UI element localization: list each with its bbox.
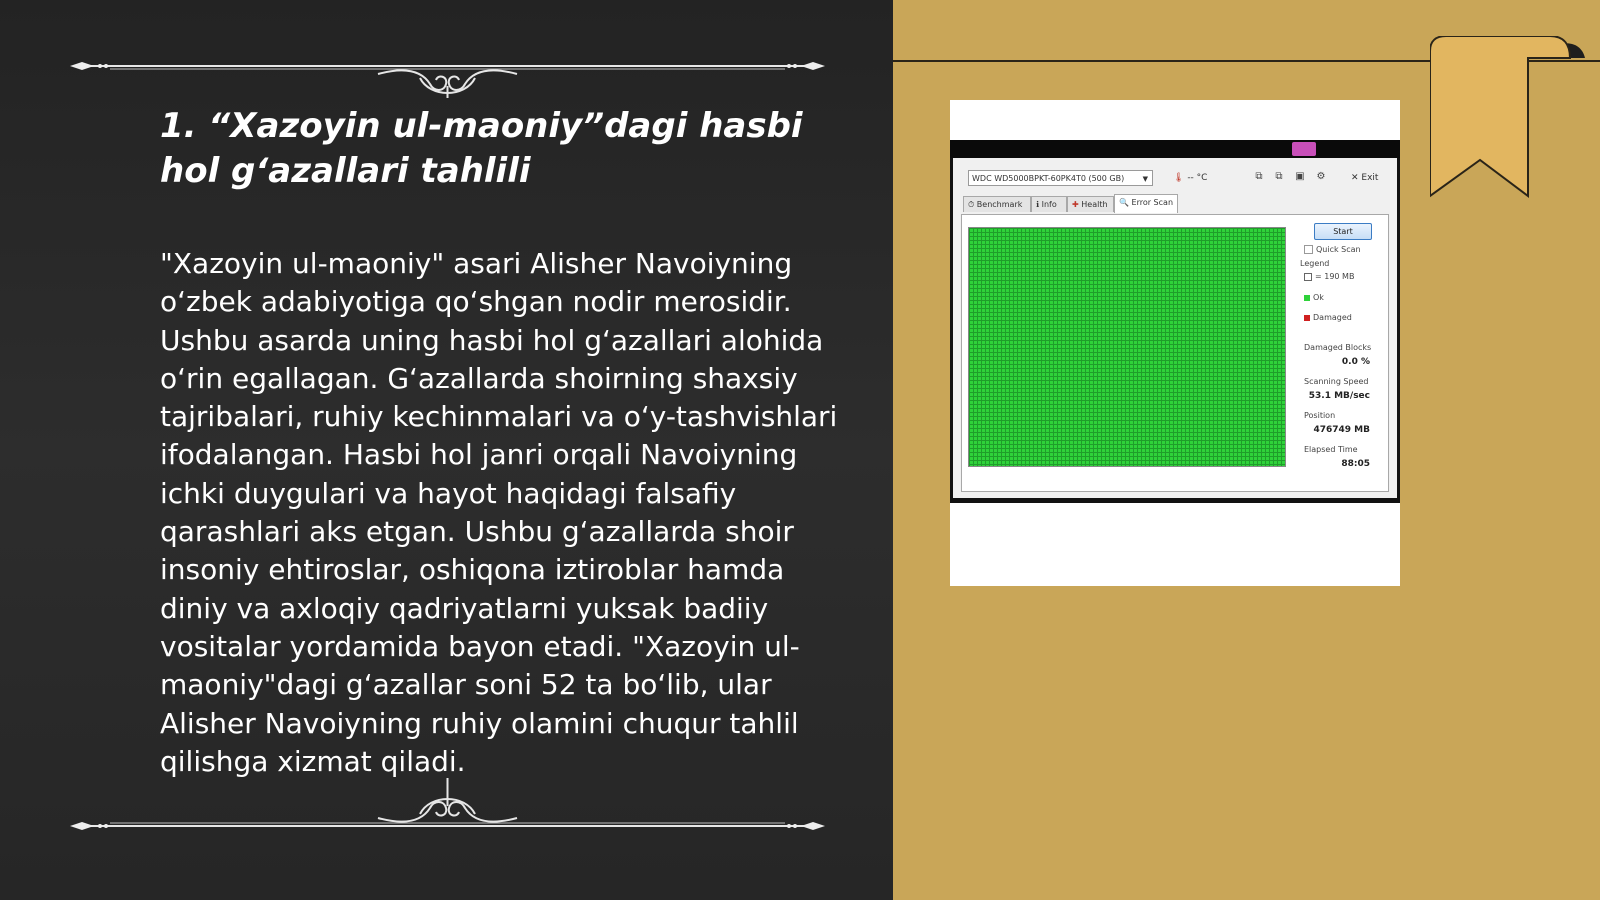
- legend-title: Legend: [1300, 259, 1330, 268]
- magnifier-icon: 🔍: [1119, 198, 1129, 207]
- close-icon: ✕: [1351, 173, 1359, 183]
- tab-error-scan[interactable]: [1114, 194, 1178, 213]
- tab-benchmark[interactable]: [963, 196, 1031, 212]
- tab-info[interactable]: [1031, 196, 1067, 212]
- top-ornament-divider: [70, 38, 825, 98]
- quick-scan-label: Quick Scan: [1316, 245, 1361, 254]
- legend-block-label: = 190 MB: [1315, 272, 1355, 281]
- drive-select-value: WDC WD5000BPKT-60PK4T0 (500 GB): [972, 174, 1125, 183]
- checkbox-icon: [1304, 245, 1313, 254]
- legend-damaged-label: Damaged: [1313, 313, 1352, 322]
- copy-text-icon[interactable]: ⧉: [1255, 171, 1263, 182]
- slide-body-text: "Xazoyin ul-maoniy" asari Alisher Navoiyning o‘zbek adabiyotiga qo‘shgan nodir merosidir. Ushbu asarda uning hasbi hol g‘azallari alohida o‘rin egallagan. G‘azallarda shoirning shaxsiy tajribalari, ruhiy kechinmalari va o‘y-tashvishlari ifodalangan. Hasbi hol janri orqali Navoiyning ichki duygulari va hayot haqidagi falsafiy qarashlari aks etgan. Ushbu g‘azallarda shoir insoniy ehtiroslar, oshiqona iztiroblar hamda diniy va axloqiy qadriyatlarni yuksak badiiy vositalar yordamida bayon etadi. "Xazoyin ul-maoniy"dagi g‘azallar soni 52 ta bo‘lib, ular Alisher Navoiyning ruhiy olamini chuqur tahlil qilishga xizmat qiladi.: [160, 247, 838, 778]
- copy-image-icon[interactable]: ⧉: [1275, 171, 1283, 182]
- start-button[interactable]: Start: [1314, 223, 1372, 240]
- bookmark-ribbon-icon: [1430, 36, 1585, 201]
- tab-label: Error Scan: [1131, 198, 1174, 207]
- tab-health[interactable]: [1067, 196, 1114, 212]
- chevron-down-icon: ▼: [1142, 175, 1148, 183]
- hdd-scan-app-window: [950, 140, 1400, 503]
- tab-label: Benchmark: [976, 200, 1023, 209]
- elapsed-time-label: Elapsed Time: [1304, 445, 1358, 454]
- block-icon: [1304, 273, 1312, 281]
- bottom-ornament-divider: [70, 770, 825, 830]
- scan-block-grid: [968, 227, 1286, 467]
- legend-ok-label: Ok: [1313, 293, 1324, 302]
- scanning-speed-value: 53.1 MB/sec: [1308, 391, 1370, 401]
- legend-block-size: [1304, 272, 1354, 281]
- exit-label: Exit: [1361, 173, 1379, 183]
- error-scan-pane: [961, 214, 1389, 492]
- info-icon: ℹ: [1036, 200, 1040, 209]
- slide-title: 1. “Xazoyin ul-maoniy”dagi hasbi hol g‘azallari tahlili: [160, 106, 803, 191]
- options-icon[interactable]: ⚙: [1316, 171, 1326, 182]
- temperature-display: [1173, 170, 1207, 186]
- ok-swatch-icon: [1304, 295, 1310, 301]
- legend-damaged: [1304, 313, 1352, 322]
- quick-scan-checkbox[interactable]: [1304, 245, 1361, 254]
- temperature-value: -- °C: [1187, 173, 1208, 183]
- window-close-button[interactable]: [1292, 142, 1316, 156]
- save-icon[interactable]: ▣: [1295, 171, 1305, 182]
- app-client-area: [953, 158, 1397, 498]
- benchmark-icon: ⏱: [968, 200, 975, 209]
- damaged-blocks-value: 0.0 %: [1341, 357, 1370, 367]
- damaged-blocks-label: Damaged Blocks: [1304, 343, 1372, 352]
- elapsed-time-value: 88:05: [1341, 459, 1370, 469]
- tab-label: Health: [1081, 200, 1108, 209]
- legend-ok: [1304, 293, 1324, 302]
- tab-label: Info: [1041, 200, 1057, 209]
- damaged-swatch-icon: [1304, 315, 1310, 321]
- drive-select-dropdown[interactable]: [968, 170, 1153, 186]
- position-label: Position: [1304, 411, 1336, 420]
- app-titlebar: [950, 140, 1400, 158]
- position-value: 476749 MB: [1313, 425, 1370, 435]
- thermometer-icon: 🌡: [1173, 173, 1185, 183]
- exit-button[interactable]: [1351, 170, 1378, 186]
- health-icon: ✚: [1072, 200, 1079, 209]
- scanning-speed-label: Scanning Speed: [1304, 377, 1369, 386]
